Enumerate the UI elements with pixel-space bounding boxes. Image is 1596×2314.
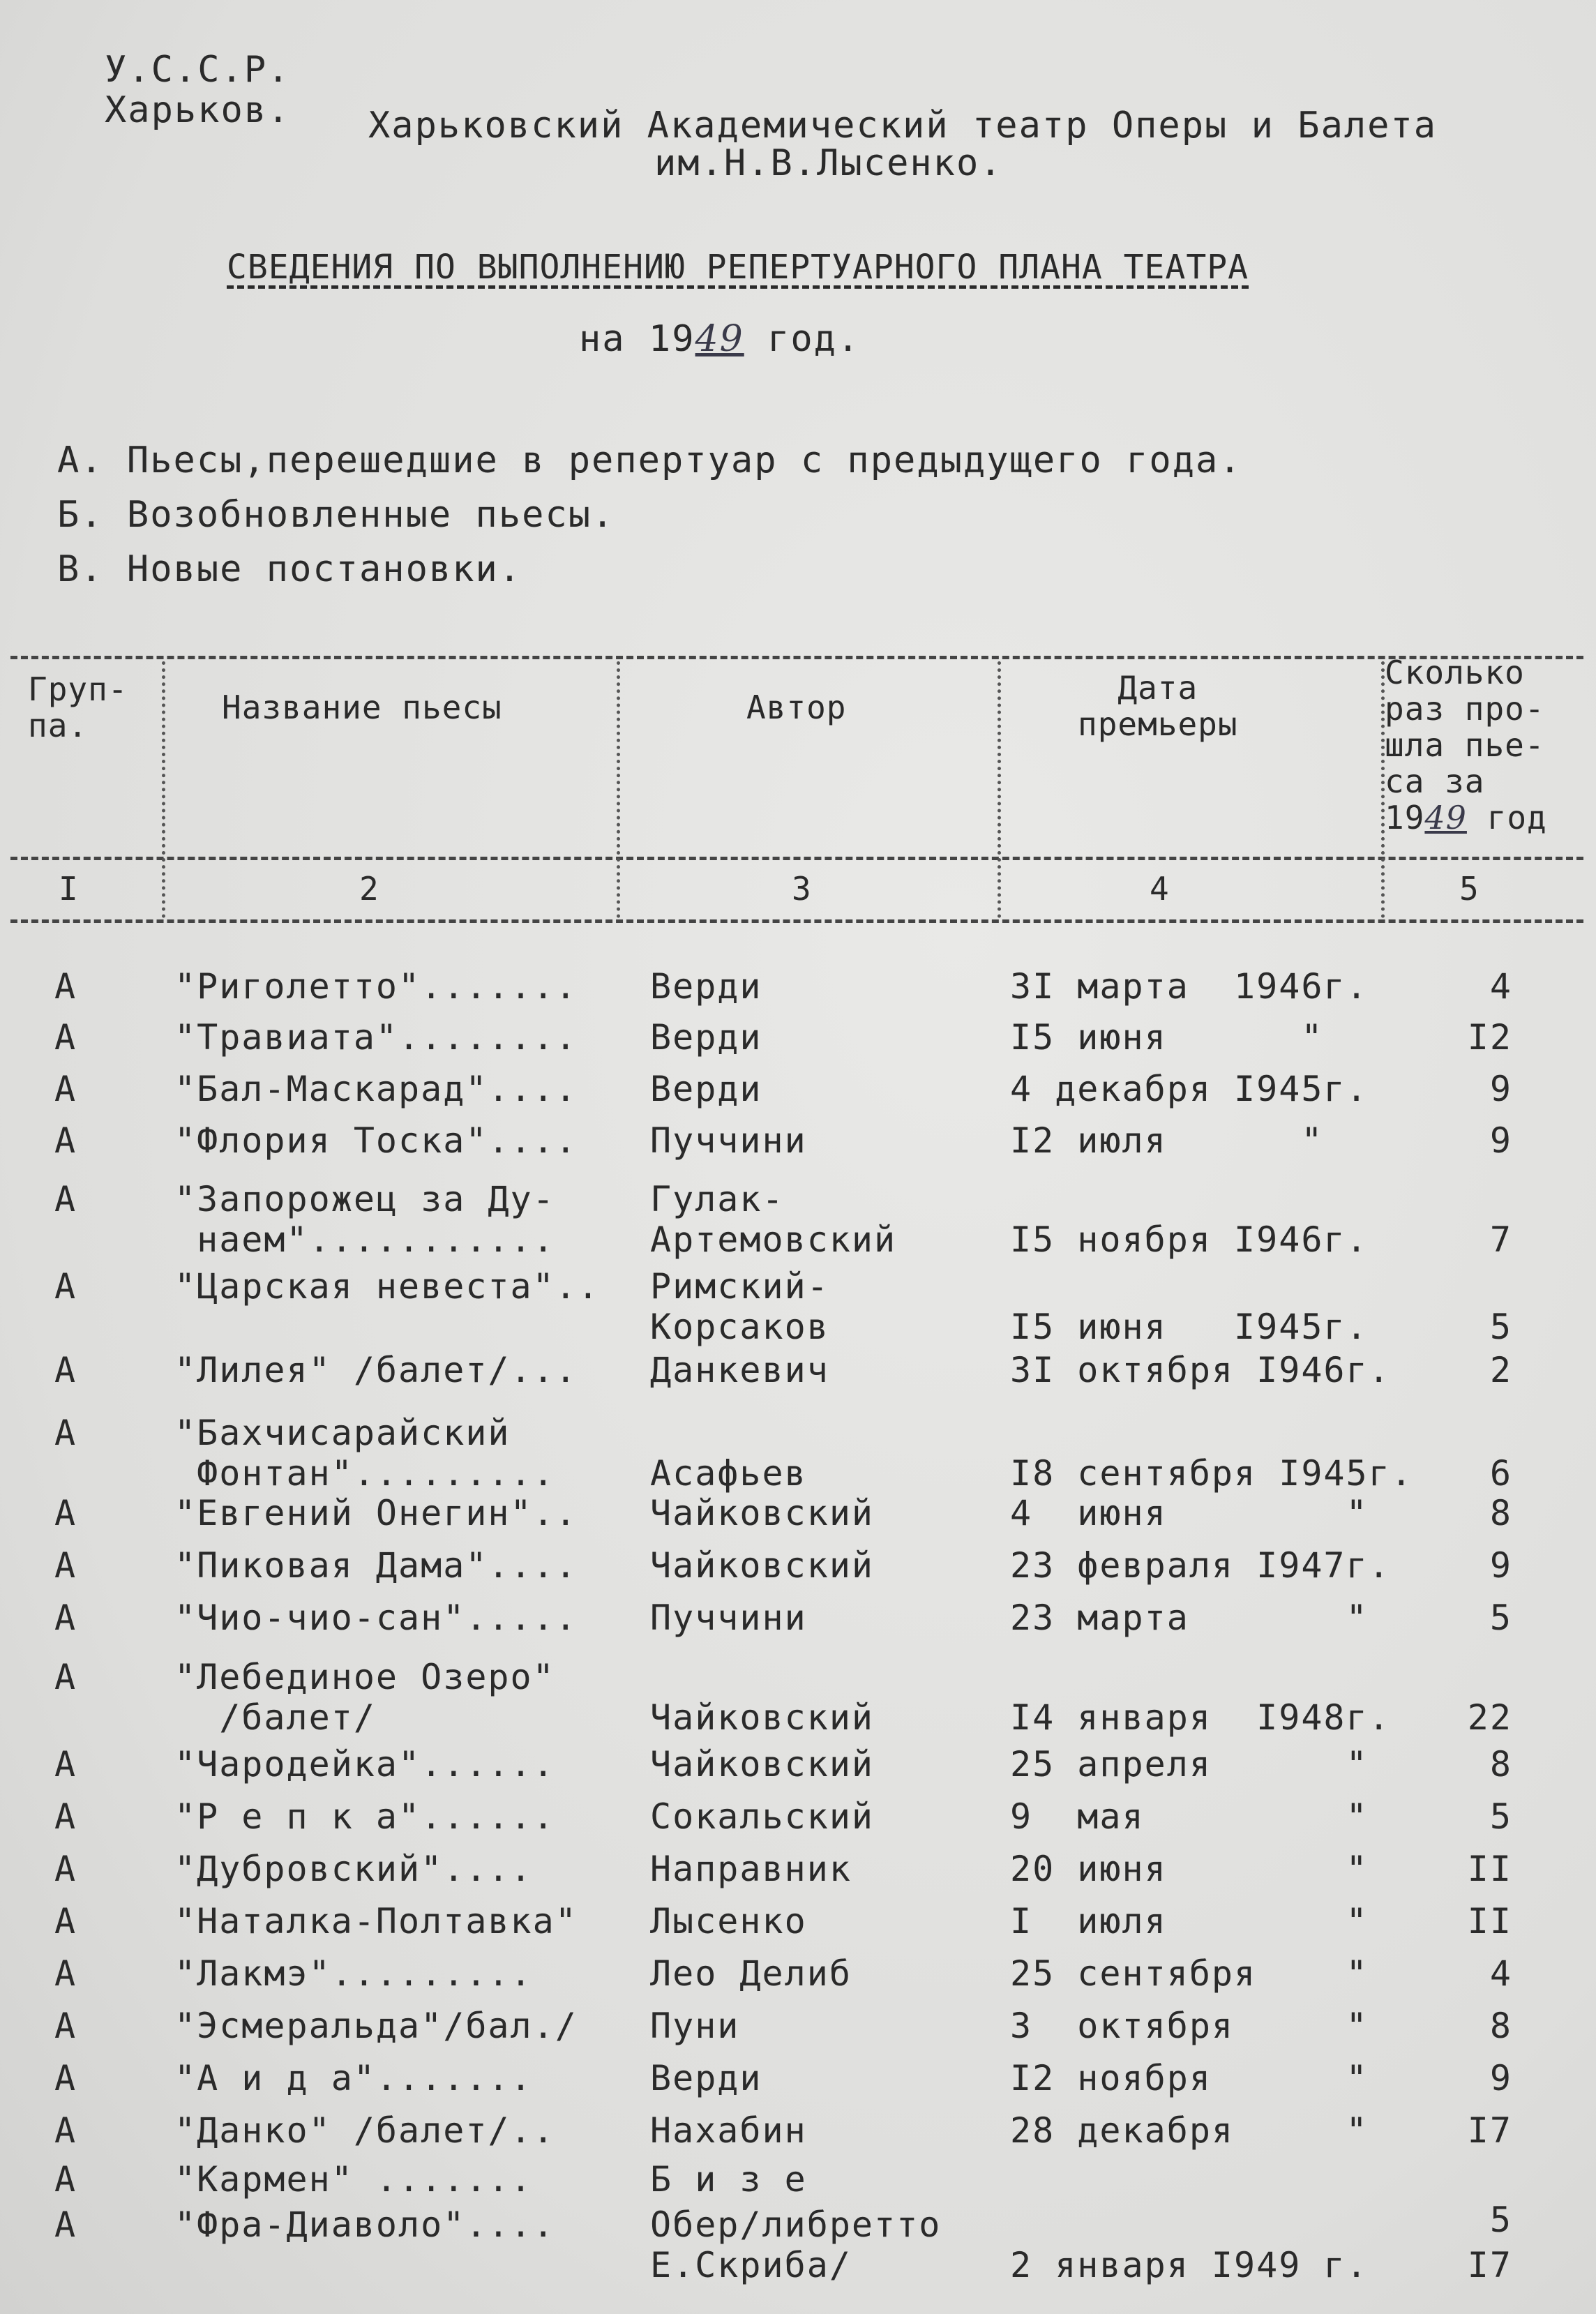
premiere-date-cell: I2 июля " — [1010, 1120, 1324, 1161]
group-cell: А — [54, 1744, 77, 1785]
table-row — [0, 1657, 1596, 1738]
title-cell: "Риголетто"....... — [174, 966, 578, 1007]
performance-count-cell: I2 — [1467, 1017, 1512, 1058]
premiere-date-cell: 2 января I949 г. — [1010, 2245, 1369, 2285]
column-divider — [617, 661, 620, 918]
premiere-date-cell: I2 ноября " — [1010, 2058, 1369, 2098]
performance-count-cell: 22 — [1467, 1697, 1512, 1738]
column-header-group: Груп- па. — [28, 670, 128, 744]
performance-count-cell: II — [1467, 1901, 1512, 1941]
country-line: У.С.С.Р. — [105, 49, 291, 91]
table-row — [0, 1598, 1596, 1639]
column-header-author: Автор — [746, 689, 847, 726]
author-cell: Обер/либретто Е.Скриба/ — [650, 2204, 942, 2285]
premiere-date-cell: 20 июня " — [1010, 1849, 1369, 1889]
performance-count-cell: 6 — [1489, 1453, 1512, 1494]
column-divider — [998, 661, 1001, 918]
author-cell: Пуни — [650, 2006, 740, 2046]
title-cell: "Чио-чио-сан"..... — [174, 1598, 578, 1638]
premiere-date-cell: I5 ноября I946г. — [1010, 1219, 1369, 1260]
title-cell: "Запорожец за Ду- наем"........... — [174, 1179, 555, 1260]
performance-count-cell: 4 — [1489, 966, 1512, 1007]
column-header-count — [1385, 654, 1547, 836]
table-row — [0, 1545, 1596, 1587]
title-cell: "Кармен" ....... — [174, 2159, 533, 2200]
author-cell: Верди — [650, 1069, 762, 1109]
table-header-rule — [10, 857, 1583, 860]
group-cell: А — [54, 1493, 77, 1533]
column-header-premiere: Дата премьеры — [1078, 669, 1238, 743]
title-cell: "Наталка-Полтавка" — [174, 1901, 578, 1941]
table-row — [0, 1953, 1596, 1995]
performance-count-cell: 5 — [1489, 1796, 1512, 1837]
table-row — [0, 1901, 1596, 1943]
performance-count-cell: 8 — [1489, 1744, 1512, 1785]
group-cell: А — [54, 1657, 77, 1697]
performance-count-cell: 2 — [1489, 1350, 1512, 1390]
author-cell: Асафьев — [650, 1453, 807, 1494]
year-handwritten: 49 — [695, 318, 744, 360]
document-title: СВЕДЕНИЯ ПО ВЫПОЛНЕНИЮ РЕПЕРТУАРНОГО ПЛАНА ТЕАТРА — [227, 248, 1249, 287]
column-number: 4 — [1150, 870, 1170, 908]
group-cell: А — [54, 1179, 77, 1219]
author-cell: Пуччини — [650, 1120, 807, 1161]
group-cell: А — [54, 1413, 77, 1453]
title-cell: "Данко" /балет/.. — [174, 2110, 555, 2151]
table-row — [0, 1849, 1596, 1891]
title-cell: "Евгений Онегин".. — [174, 1493, 578, 1533]
premiere-date-cell: I5 июня I945г. — [1010, 1307, 1369, 1347]
premiere-date-cell: I8 сентября I945г. — [1010, 1453, 1413, 1494]
table-top-rule — [10, 656, 1583, 659]
premiere-date-cell: 23 февраля I947г. — [1010, 1545, 1391, 1586]
premiere-date-cell: 25 апреля " — [1010, 1744, 1369, 1785]
title-cell: "Царская невеста".. — [174, 1266, 600, 1307]
premiere-date-cell: 3I марта 1946г. — [1010, 966, 1369, 1007]
title-cell: "Пиковая Дама".... — [174, 1545, 578, 1586]
performance-count-cell: 9 — [1489, 1120, 1512, 1161]
column-number: 5 — [1459, 870, 1480, 908]
column-divider — [162, 661, 165, 918]
group-cell: А — [54, 1849, 77, 1889]
author-cell: Чайковский — [650, 1545, 875, 1586]
premiere-date-cell: I июля " — [1010, 1901, 1369, 1941]
group-cell: А — [54, 2006, 77, 2046]
performance-count-cell: 4 — [1489, 1953, 1512, 1994]
title-cell: "Травиата"........ — [174, 1017, 578, 1058]
table-row — [0, 1350, 1596, 1392]
premiere-date-cell: 4 июня " — [1010, 1493, 1369, 1533]
table-row — [0, 1413, 1596, 1494]
title-cell: "А и д а"....... — [174, 2058, 533, 2098]
table-row — [0, 1796, 1596, 1838]
premiere-date-cell: 9 мая " — [1010, 1796, 1369, 1837]
group-cell: А — [54, 1598, 77, 1638]
premiere-date-cell: I4 января I948г. — [1010, 1697, 1391, 1738]
author-cell: Направник — [650, 1849, 852, 1889]
table-row — [0, 1179, 1596, 1260]
table-row — [0, 1120, 1596, 1162]
group-cell: А — [54, 1069, 77, 1109]
table-row — [0, 2110, 1596, 2152]
title-cell: "Лебединое Озеро" /балет/ — [174, 1657, 555, 1738]
group-cell: А — [54, 1017, 77, 1058]
column-header-title: Название пьесы — [222, 689, 502, 726]
count-header-text: Сколько раз про- шла пье- са за 19 — [1385, 654, 1545, 836]
table-number-rule — [10, 919, 1583, 923]
column-number: 3 — [792, 870, 812, 908]
performance-count-cell: 8 — [1489, 2006, 1512, 2046]
table-row — [0, 1493, 1596, 1535]
table-row — [0, 1266, 1596, 1347]
performance-count-cell: 5 — [1489, 2200, 1512, 2240]
group-cell: А — [54, 1796, 77, 1837]
performance-count-cell: 9 — [1489, 2058, 1512, 2098]
count-header-suffix: год — [1466, 799, 1547, 836]
title-cell: "Фра-Диаволо".... — [174, 2204, 555, 2245]
author-cell: Верди — [650, 966, 762, 1007]
premiere-date-cell: 28 декабря " — [1010, 2110, 1369, 2151]
legend-b: Б. Возобновленные пьесы. — [57, 494, 615, 536]
premiere-date-cell: 4 декабря I945г. — [1010, 1069, 1369, 1109]
performance-count-cell: 9 — [1489, 1069, 1512, 1109]
author-cell: Б и з е — [650, 2159, 807, 2200]
column-number: 2 — [359, 870, 379, 908]
column-number: I — [59, 870, 79, 908]
author-cell: Гулак- Артемовский — [650, 1179, 897, 1260]
group-cell: А — [54, 2058, 77, 2098]
group-cell: А — [54, 2159, 77, 2200]
city-line: Харьков. — [105, 89, 291, 131]
group-cell: А — [54, 1120, 77, 1161]
author-cell: Данкевич — [650, 1350, 829, 1390]
table-row — [0, 966, 1596, 1008]
author-cell: Нахабин — [650, 2110, 807, 2151]
performance-count-cell: I7 — [1467, 2110, 1512, 2151]
author-cell: Верди — [650, 2058, 762, 2098]
legend-c: В. Новые постановки. — [57, 548, 522, 590]
performance-count-cell: 5 — [1489, 1307, 1512, 1347]
theatre-name-line2: им.Н.В.Лысенко. — [654, 142, 1003, 184]
table-row — [0, 2204, 1596, 2285]
table-row — [0, 1069, 1596, 1111]
author-cell: Лысенко — [650, 1901, 807, 1941]
author-cell: Верди — [650, 1017, 762, 1058]
premiere-date-cell: 23 марта " — [1010, 1598, 1369, 1638]
premiere-date-cell: 25 сентября " — [1010, 1953, 1369, 1994]
group-cell: А — [54, 966, 77, 1007]
title-cell: "Лакмэ"......... — [174, 1953, 533, 1994]
premiere-date-cell: I5 июня " — [1010, 1017, 1324, 1058]
group-cell: А — [54, 1953, 77, 1994]
title-cell: "Бал-Маскарад".... — [174, 1069, 578, 1109]
title-cell: "Р е п к а"...... — [174, 1796, 555, 1837]
group-cell: А — [54, 2204, 77, 2245]
count-header-year: 49 — [1424, 799, 1467, 836]
title-cell: "Дубровский".... — [174, 1849, 533, 1889]
premiere-date-cell: 3I октября I946г. — [1010, 1350, 1391, 1390]
table-row — [0, 2006, 1596, 2048]
group-cell: А — [54, 2110, 77, 2151]
table-row — [0, 2058, 1596, 2100]
legend-a: А. Пьесы,перешедшие в репертуар с предыдущего года. — [57, 439, 1242, 481]
year-suffix: год. — [744, 318, 861, 360]
group-cell: А — [54, 1545, 77, 1586]
year-prefix: на 19 — [579, 318, 695, 360]
author-cell: Пуччини — [650, 1598, 807, 1638]
title-cell: "Чародейка"...... — [174, 1744, 555, 1785]
performance-count-cell: 8 — [1489, 1493, 1512, 1533]
group-cell: А — [54, 1901, 77, 1941]
title-cell: "Флория Тоска".... — [174, 1120, 578, 1161]
title-cell: "Лилея" /балет/... — [174, 1350, 578, 1390]
performance-count-cell: 7 — [1489, 1219, 1512, 1260]
title-cell: "Эсмеральда"/бал./ — [174, 2006, 578, 2046]
author-cell: Чайковский — [650, 1697, 875, 1738]
performance-count-cell: 5 — [1489, 1598, 1512, 1638]
performance-count-cell: 9 — [1489, 1545, 1512, 1586]
author-cell: Римский- Корсаков — [650, 1266, 829, 1347]
author-cell: Сокальский — [650, 1796, 875, 1837]
author-cell: Лео Делиб — [650, 1953, 852, 1994]
performance-count-cell: II — [1467, 1849, 1512, 1889]
author-cell: Чайковский — [650, 1493, 875, 1533]
title-cell: "Бахчисарайский Фонтан"......... — [174, 1413, 555, 1494]
theatre-name-line1: Харьковский Академический театр Оперы и Балета — [368, 105, 1438, 146]
group-cell: А — [54, 1266, 77, 1307]
author-cell: Чайковский — [650, 1744, 875, 1785]
premiere-date-cell: 3 октября " — [1010, 2006, 1369, 2046]
year-line — [579, 320, 860, 359]
table-row — [0, 1744, 1596, 1786]
table-row — [0, 1017, 1596, 1059]
group-cell: А — [54, 1350, 77, 1390]
performance-count-cell: I7 — [1467, 2245, 1512, 2285]
